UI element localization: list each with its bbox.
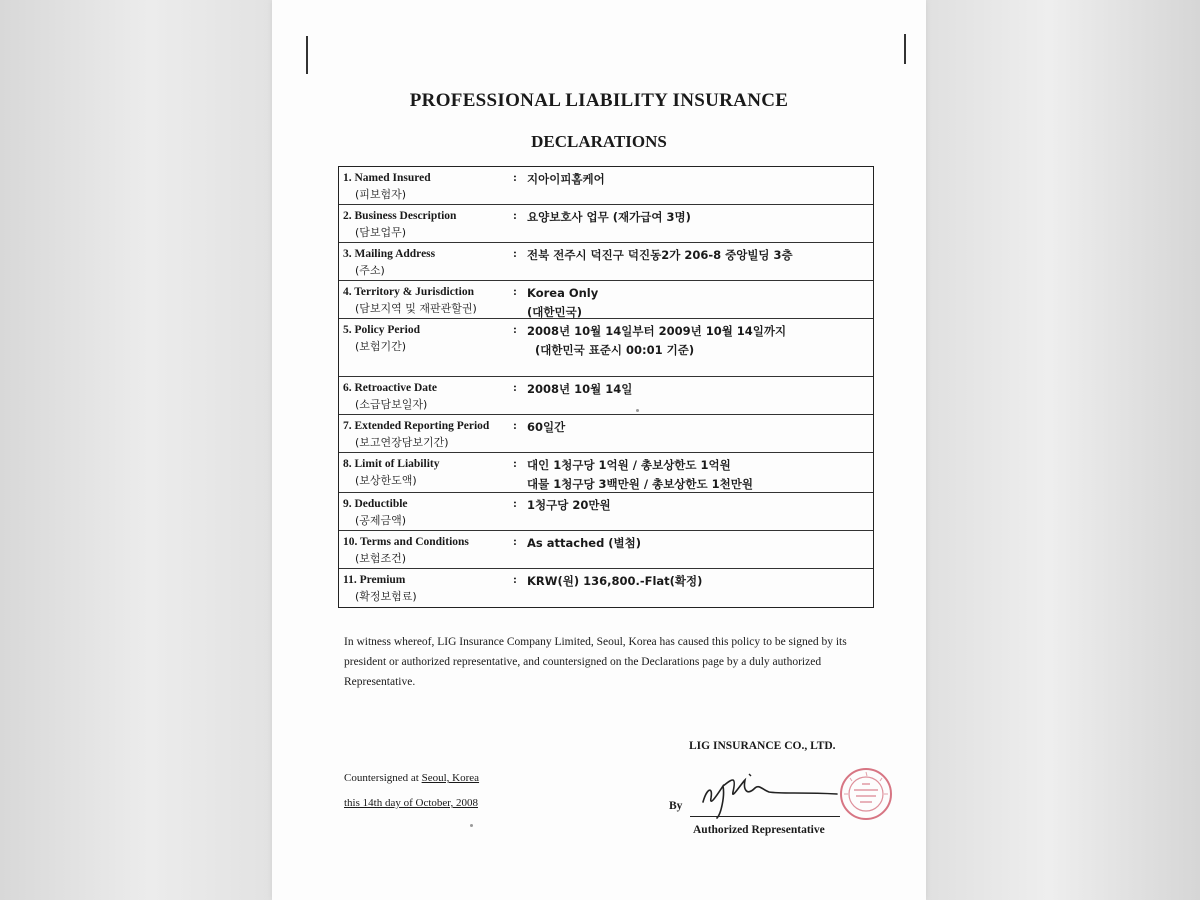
document-subtitle: DECLARATIONS bbox=[531, 132, 667, 151]
table-row bbox=[339, 205, 873, 243]
row-label-korean: (공제금액) bbox=[355, 514, 407, 527]
table-row bbox=[339, 493, 873, 531]
row-value: 지아이피홈케어 bbox=[527, 172, 605, 186]
row-value: 대인 1청구당 1억원 / 총보상한도 1억원 bbox=[527, 458, 731, 472]
row-colon: : bbox=[513, 322, 517, 336]
row-value: KRW(원) 136,800.-Flat(확정) bbox=[527, 574, 703, 588]
row-label: 5. Policy Period bbox=[343, 324, 420, 336]
row-value: 60일간 bbox=[527, 420, 566, 434]
countersigned-place: Seoul, Korea bbox=[421, 772, 480, 784]
row-label: 3. Mailing Address bbox=[343, 248, 436, 260]
table-row bbox=[339, 167, 873, 205]
row-colon: : bbox=[513, 284, 517, 298]
table-row bbox=[339, 319, 873, 377]
row-label-korean: (보험조건) bbox=[355, 552, 407, 565]
row-label: 4. Territory & Jurisdiction bbox=[343, 286, 474, 298]
row-value-secondary: 대물 1청구당 3백만원 / 총보상한도 1천만원 bbox=[527, 477, 753, 491]
row-value: Korea Only bbox=[527, 286, 599, 300]
scan-edge-mark-right bbox=[904, 34, 906, 64]
witness-paragraph: In witness whereof, LIG Insurance Company Limited, Seoul, Korea has caused this policy to be signed by its president or authorized representative, and countersigned on the Declarations page by a duly authorized Representative. bbox=[344, 636, 847, 688]
row-colon: : bbox=[513, 572, 517, 586]
background-right bbox=[926, 0, 1200, 900]
row-value-secondary: (대한민국 표준시 00:01 기준) bbox=[535, 343, 695, 357]
row-label: 6. Retroactive Date bbox=[343, 382, 437, 394]
row-label: 8. Limit of Liability bbox=[343, 458, 440, 470]
row-label-korean: (담보지역 및 재판관할권) bbox=[355, 302, 477, 315]
row-value: 2008년 10월 14일부터 2009년 10월 14일까지 bbox=[527, 324, 787, 338]
handwritten-signature bbox=[697, 768, 847, 820]
row-value-secondary: (대한민국) bbox=[527, 305, 582, 319]
background-left bbox=[0, 0, 272, 900]
table-row bbox=[339, 281, 873, 319]
by-label: By bbox=[669, 800, 683, 812]
document-title: PROFESSIONAL LIABILITY INSURANCE bbox=[409, 90, 789, 111]
row-colon: : bbox=[513, 534, 517, 548]
row-colon: : bbox=[513, 246, 517, 260]
table-row bbox=[339, 415, 873, 453]
row-label-korean: (확정보험료) bbox=[355, 590, 417, 603]
row-label-korean: (담보업무) bbox=[355, 226, 407, 239]
countersigned-block bbox=[344, 766, 479, 816]
row-value: 1청구당 20만원 bbox=[527, 498, 611, 512]
company-seal-stamp bbox=[838, 766, 894, 822]
row-label: 9. Deductible bbox=[343, 498, 408, 510]
row-colon: : bbox=[513, 170, 517, 184]
row-colon: : bbox=[513, 456, 517, 470]
row-value: 요양보호사 업무 (재가급여 3명) bbox=[527, 210, 691, 224]
scan-speck bbox=[636, 409, 639, 412]
declarations-table bbox=[338, 166, 874, 608]
row-label: 2. Business Description bbox=[343, 210, 457, 222]
row-colon: : bbox=[513, 418, 517, 432]
row-colon: : bbox=[513, 208, 517, 222]
table-row bbox=[339, 569, 873, 607]
row-label: 1. Named Insured bbox=[343, 172, 431, 184]
row-label-korean: (주소) bbox=[355, 264, 385, 277]
table-row bbox=[339, 377, 873, 415]
row-label: 10. Terms and Conditions bbox=[343, 536, 469, 548]
table-row bbox=[339, 243, 873, 281]
signature-line bbox=[690, 816, 840, 817]
row-colon: : bbox=[513, 496, 517, 510]
countersigned-date: this 14th day of October, 2008 bbox=[344, 797, 478, 809]
row-label-korean: (보험기간) bbox=[355, 340, 407, 353]
row-label: 7. Extended Reporting Period bbox=[343, 420, 490, 432]
scan-edge-mark-left bbox=[306, 36, 308, 74]
authorized-representative-label: Authorized Representative bbox=[693, 824, 825, 836]
row-label-korean: (소급담보일자) bbox=[355, 398, 428, 411]
row-label-korean: (보고연장담보기간) bbox=[355, 436, 449, 449]
row-label-korean: (보상한도액) bbox=[355, 474, 417, 487]
row-value: 전북 전주시 덕진구 덕진동2가 206-8 중앙빌딩 3층 bbox=[527, 248, 793, 262]
row-colon: : bbox=[513, 380, 517, 394]
row-value: 2008년 10월 14일 bbox=[527, 382, 633, 396]
table-row bbox=[339, 453, 873, 493]
scan-speck bbox=[470, 824, 473, 827]
row-label-korean: (피보험자) bbox=[355, 188, 407, 201]
row-label: 11. Premium bbox=[343, 574, 406, 586]
table-row bbox=[339, 531, 873, 569]
row-value: As attached (별첨) bbox=[527, 536, 642, 550]
countersigned-place-line bbox=[344, 766, 479, 791]
countersigned-prefix: Countersigned at bbox=[344, 772, 422, 784]
company-name: LIG INSURANCE CO., LTD. bbox=[689, 740, 836, 752]
document-page bbox=[272, 0, 926, 900]
